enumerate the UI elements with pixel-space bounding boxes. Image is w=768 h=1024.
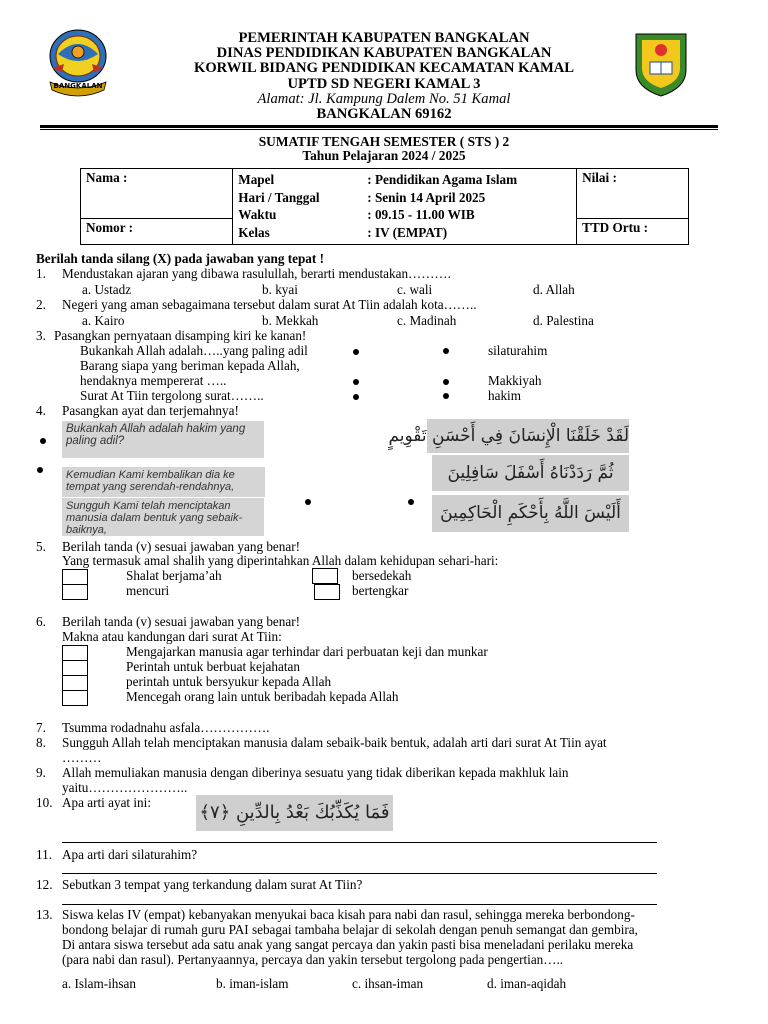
q3-right-2: Makkiyah [488,373,542,388]
q12-number: 12. [36,877,53,892]
q3-left-dot-1[interactable] [353,349,359,355]
q2-option-c[interactable]: c. Madinah [397,313,457,328]
q8-continuation[interactable]: ……… [62,750,102,765]
q3-right-1: silaturahim [488,343,548,358]
q5-option-1: Shalat berjama’ah [126,568,222,583]
q5-checkbox-2[interactable] [312,568,338,584]
q3-left-2b: hendaknya mempererat ….. [80,373,227,388]
header-government: PEMERINTAH KABUPATEN BANGKALAN [238,30,530,46]
q11-text: Apa arti dari silaturahim? [62,847,198,862]
q13-option-d[interactable]: d. iman-aqidah [487,976,567,991]
q6-checkbox-1[interactable] [62,645,88,661]
q8-number: 8. [36,735,46,750]
q6-checkbox-2[interactable] [62,660,88,676]
q2-option-b[interactable]: b. Mekkah [262,313,319,328]
q4-ayat-2: ثُمَّ رَدَدْنَاهُ أَسْفَلَ سَافِلِينَ [432,455,629,491]
mapel-value: : Pendidikan Agama Islam [367,172,518,187]
q12-text: Sebutkan 3 tempat yang terkandung dalam surat At Tiin? [62,877,363,892]
q13-option-c[interactable]: c. ihsan-iman [352,976,424,991]
q5-text: Berilah tanda (v) sesuai jawaban yang benar! [62,539,301,554]
q3-left-3: Surat At Tiin tergolong surat…….. [80,388,264,403]
q4-translation-2-text: Kemudian Kami kembalikan dia ke tempat yang serendah-rendahnya, [66,469,235,493]
q3-text: Pasangkan pernyataan disamping kiri ke kanan! [54,328,307,343]
q2-number: 2. [36,297,46,312]
nomor-label: Nomor : [86,220,133,235]
hari-label: Hari / Tanggal [238,189,320,205]
q4-middle-dot-2[interactable] [408,499,414,505]
q6-option-3: perintah untuk bersyukur kepada Allah [126,674,332,689]
q1-number: 1. [36,266,46,281]
q7-number: 7. [36,720,46,735]
q7-text: Tsumma rodadnahu asfala……………. [62,720,270,735]
q6-number: 6. [36,614,46,629]
ttd-label: TTD Ortu : [582,220,648,235]
q3-number: 3. [36,328,46,343]
q13-line-2: bondong belajar di rumah guru PAI sebagai tambaha belajar di sekolah dengan penuh semangat dan gembira, [62,922,638,937]
q3-right-3: hakim [488,388,521,403]
q3-left-dot-2[interactable] [353,379,359,385]
q4-middle-dot-1[interactable] [305,499,311,505]
q6-text: Berilah tanda (v) sesuai jawaban yang benar! [62,614,301,629]
q6-subtext: Makna atau kandungan dari surat At Tiin: [62,629,282,644]
header-office: DINAS PENDIDIKAN KABUPATEN BANGKALAN [216,45,552,61]
ttd-cell[interactable] [577,219,689,245]
q3-left-dot-3[interactable] [353,394,359,400]
left-logo-banner: BANGKALAN [53,82,103,90]
hari-value: : Senin 14 April 2025 [367,189,486,205]
exam-title: SUMATIF TENGAH SEMESTER ( STS ) 2 [258,134,510,149]
q6-checkbox-3[interactable] [62,675,88,691]
q5-number: 5. [36,539,46,554]
q6-checkbox-4[interactable] [62,690,88,706]
q4-left-dot-2[interactable] [37,467,43,473]
q4-translation-3 [62,498,264,536]
q1-option-b[interactable]: b. kyai [262,282,298,297]
kelas-value: : IV (EMPAT) [367,224,448,240]
header-korwil: KORWIL BIDANG PENDIDIKAN KECAMATAN KAMAL [193,60,575,76]
q13-line-3: Di antara siswa tersebut ada satu anak yang sangat percaya dan yakin pasti bisa meneladani perilaku mereka [62,937,634,952]
q1-option-d[interactable]: d. Allah [533,282,575,297]
q5-option-3: mencuri [126,583,170,598]
exam-year: Tahun Pelajaran 2024 / 2025 [302,148,466,163]
q13-line-1: Siswa kelas IV (empat) kebanyakan menyukai baca kisah para nabi dan rasul, sehingga mereka berbondong- [62,907,635,922]
q5-checkbox-1[interactable] [62,569,88,585]
q9-continuation[interactable]: yaitu………………….. [62,780,188,795]
q11-number: 11. [36,847,52,862]
q8-text: Sungguh Allah telah menciptakan manusia dalam sebaik-baik bentuk, adalah arti dari surat At Tiin ayat [62,735,607,750]
q4-translation-3-text: Sungguh Kami telah menciptakan manusia dalam bentuk yang sebaik-baiknya, [66,500,243,536]
header-school: UPTD SD NEGERI KAMAL 3 [287,76,481,92]
header-rule [40,125,718,128]
name-label: Nama : [86,170,128,185]
subject-info-cell [233,169,577,245]
q1-text: Mendustakan ajaran yang dibawa rasulullah, berarti mendustakan………. [62,266,451,281]
q6-option-4: Mencegah orang lain untuk beribadah kepada Allah [126,689,399,704]
q11-answer-line[interactable] [62,873,657,874]
q3-left-2a: Barang siapa yang beriman kepada Allah, [80,358,300,373]
q5-checkbox-4[interactable] [314,584,340,600]
q5-subtext: Yang termasuk amal shalih yang diperintahkan Allah dalam kehidupan sehari-hari: [62,553,499,568]
q4-translation-1-text: Bukankah Allah adalah hakim yang paling adil? [66,423,246,447]
header-city: BANGKALAN 69162 [316,106,452,122]
q4-translation-2 [62,467,265,497]
q5-option-4: bertengkar [352,583,409,598]
q13-line-4: (para nabi dan rasul). Pertanyaannya, percaya dan yakin tersebut tergolong pada pengertian….. [62,952,564,967]
q10-number: 10. [36,795,53,810]
student-info-table [80,168,689,245]
q3-right-dot-1[interactable] [443,348,449,354]
waktu-label: Waktu [238,207,277,222]
q13-option-b[interactable]: b. iman-islam [216,976,289,991]
kelas-label: Kelas [238,224,270,240]
q1-option-a[interactable]: a. Ustadz [82,282,132,297]
q6-option-2: Perintah untuk berbuat kejahatan [126,659,300,674]
q9-number: 9. [36,765,46,780]
q10-text: Apa arti ayat ini: [62,795,151,810]
mapel-label: Mapel [238,172,275,187]
q1-option-c[interactable]: c. wali [397,282,433,297]
q13-number: 13. [36,907,53,922]
name-cell[interactable] [81,169,233,219]
q5-checkbox-3[interactable] [62,584,88,600]
q9-text: Allah memuliakan manusia dengan diberinya sesuatu yang tidak diberikan kepada makhluk lain [62,765,569,780]
header-address: Alamat: Jl. Kampung Dalem No. 51 Kamal [257,91,511,107]
q4-left-dot-1[interactable] [40,438,46,444]
q4-number: 4. [36,403,46,418]
nomor-cell[interactable] [81,219,233,245]
header-rule-thin [40,129,718,130]
q3-left-1: Bukankah Allah adalah…..yang paling adil [80,343,308,358]
q10-ayat: فَمَا يُكَذِّبُكَ بَعْدُ بِالدِّينِ ﴿٧﴾ [196,795,393,831]
nilai-label: Nilai : [582,170,617,185]
q5-option-2: bersedekah [352,568,412,583]
q4-text: Pasangkan ayat dan terjemahnya! [62,403,239,418]
q3-right-dot-3[interactable] [443,393,449,399]
q4-ayat-1: لَقَدْ خَلَقْنَا الْإِنسَانَ فِي أَحْسَنِ تَقْوِيمٍ [427,419,629,453]
q10-answer-line[interactable] [62,842,657,843]
q6-option-1: Mengajarkan manusia agar terhindar dari perbuatan keji dan munkar [126,644,488,659]
q12-answer-line[interactable] [62,904,657,905]
q2-option-a[interactable]: a. Kairo [82,313,125,328]
q2-text: Negeri yang aman sebagaimana tersebut dalam surat At Tiin adalah kota…….. [62,297,477,312]
q4-translation-1 [62,421,264,458]
instruction: Berilah tanda silang (X) pada jawaban yang tepat ! [36,251,324,266]
waktu-value: : 09.15 - 11.00 WIB [367,207,475,222]
q2-option-d[interactable]: d. Palestina [533,313,594,328]
nilai-cell[interactable] [577,169,689,219]
q3-right-dot-2[interactable] [443,379,449,385]
q13-option-a[interactable]: a. Islam-ihsan [62,976,136,991]
q4-ayat-3: أَلَيْسَ اللَّهُ بِأَحْكَمِ الْحَاكِمِينَ [432,495,629,532]
